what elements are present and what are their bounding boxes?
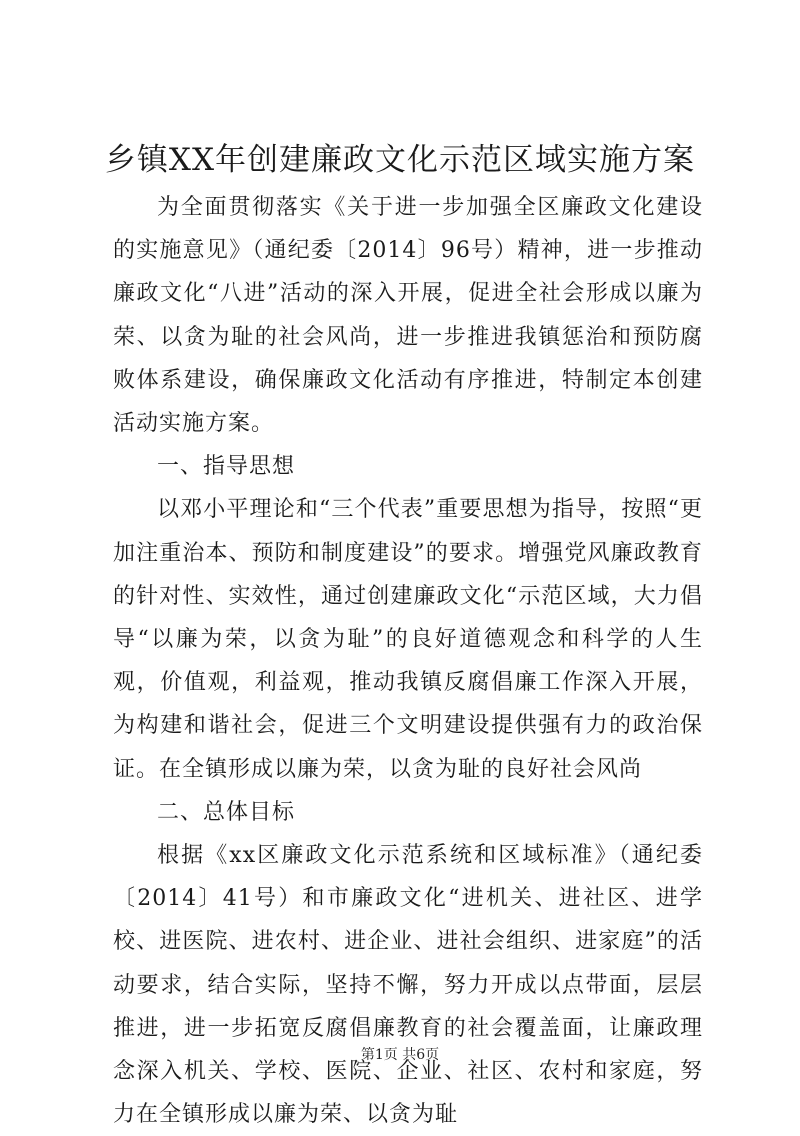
page-number-footer: 第1页 共6页 [360,1047,440,1063]
document-title: 乡镇XX年创建廉政文化示范区域实施方案 [104,142,696,178]
section-heading-overall-goal: 二、总体目标 [157,799,296,825]
document-body [113,186,703,1136]
paragraph-overall-goal: 根据《xx区廉政文化示范系统和区域标准》（通纪委〔2014〕41号）和市廉政文化“进机关、进社区、进学校、进医院、进农村、进企业、进社会组织、进家庭”的活动要求，结合实际，坚持不懈，努力开成以点带面，层层推进，进一步拓宽反腐倡廉教育的社会覆盖面，让廉政理念深入机关、学校、医院、企业、社区、农村和家庭，努力在全镇形成以廉为荣、以贪为耻 [113,843,703,1128]
section-heading-guiding-ideology: 一、指导思想 [157,454,296,480]
paragraph-intro: 为全面贯彻落实《关于进一步加强全区廉政文化建设的实施意见》（通纪委〔2014〕96号）精神，进一步推动廉政文化“八进”活动的深入开展，促进全社会形成以廉为荣、以贪为耻的社会风尚，进一步推进我镇惩治和预防腐败体系建设，确保廉政文化活动有序推进，特制定本创建活动实施方案。 [113,195,703,437]
paragraph-guiding-ideology: 以邓小平理论和“三个代表”重要思想为指导，按照“更加注重治本、预防和制度建设”的要求。增强党风廉政教育的针对性、实效性，通过创建廉政文化“示范区域，大力倡导“以廉为荣，以贪为耻”的良好道德观念和科学的人生观，价值观，利益观，推动我镇反腐倡廉工作深入开展，为构建和谐社会，促进三个文明建设提供强有力的政治保证。在全镇形成以廉为荣，以贪为耻的良好社会风尚 [113,497,703,782]
